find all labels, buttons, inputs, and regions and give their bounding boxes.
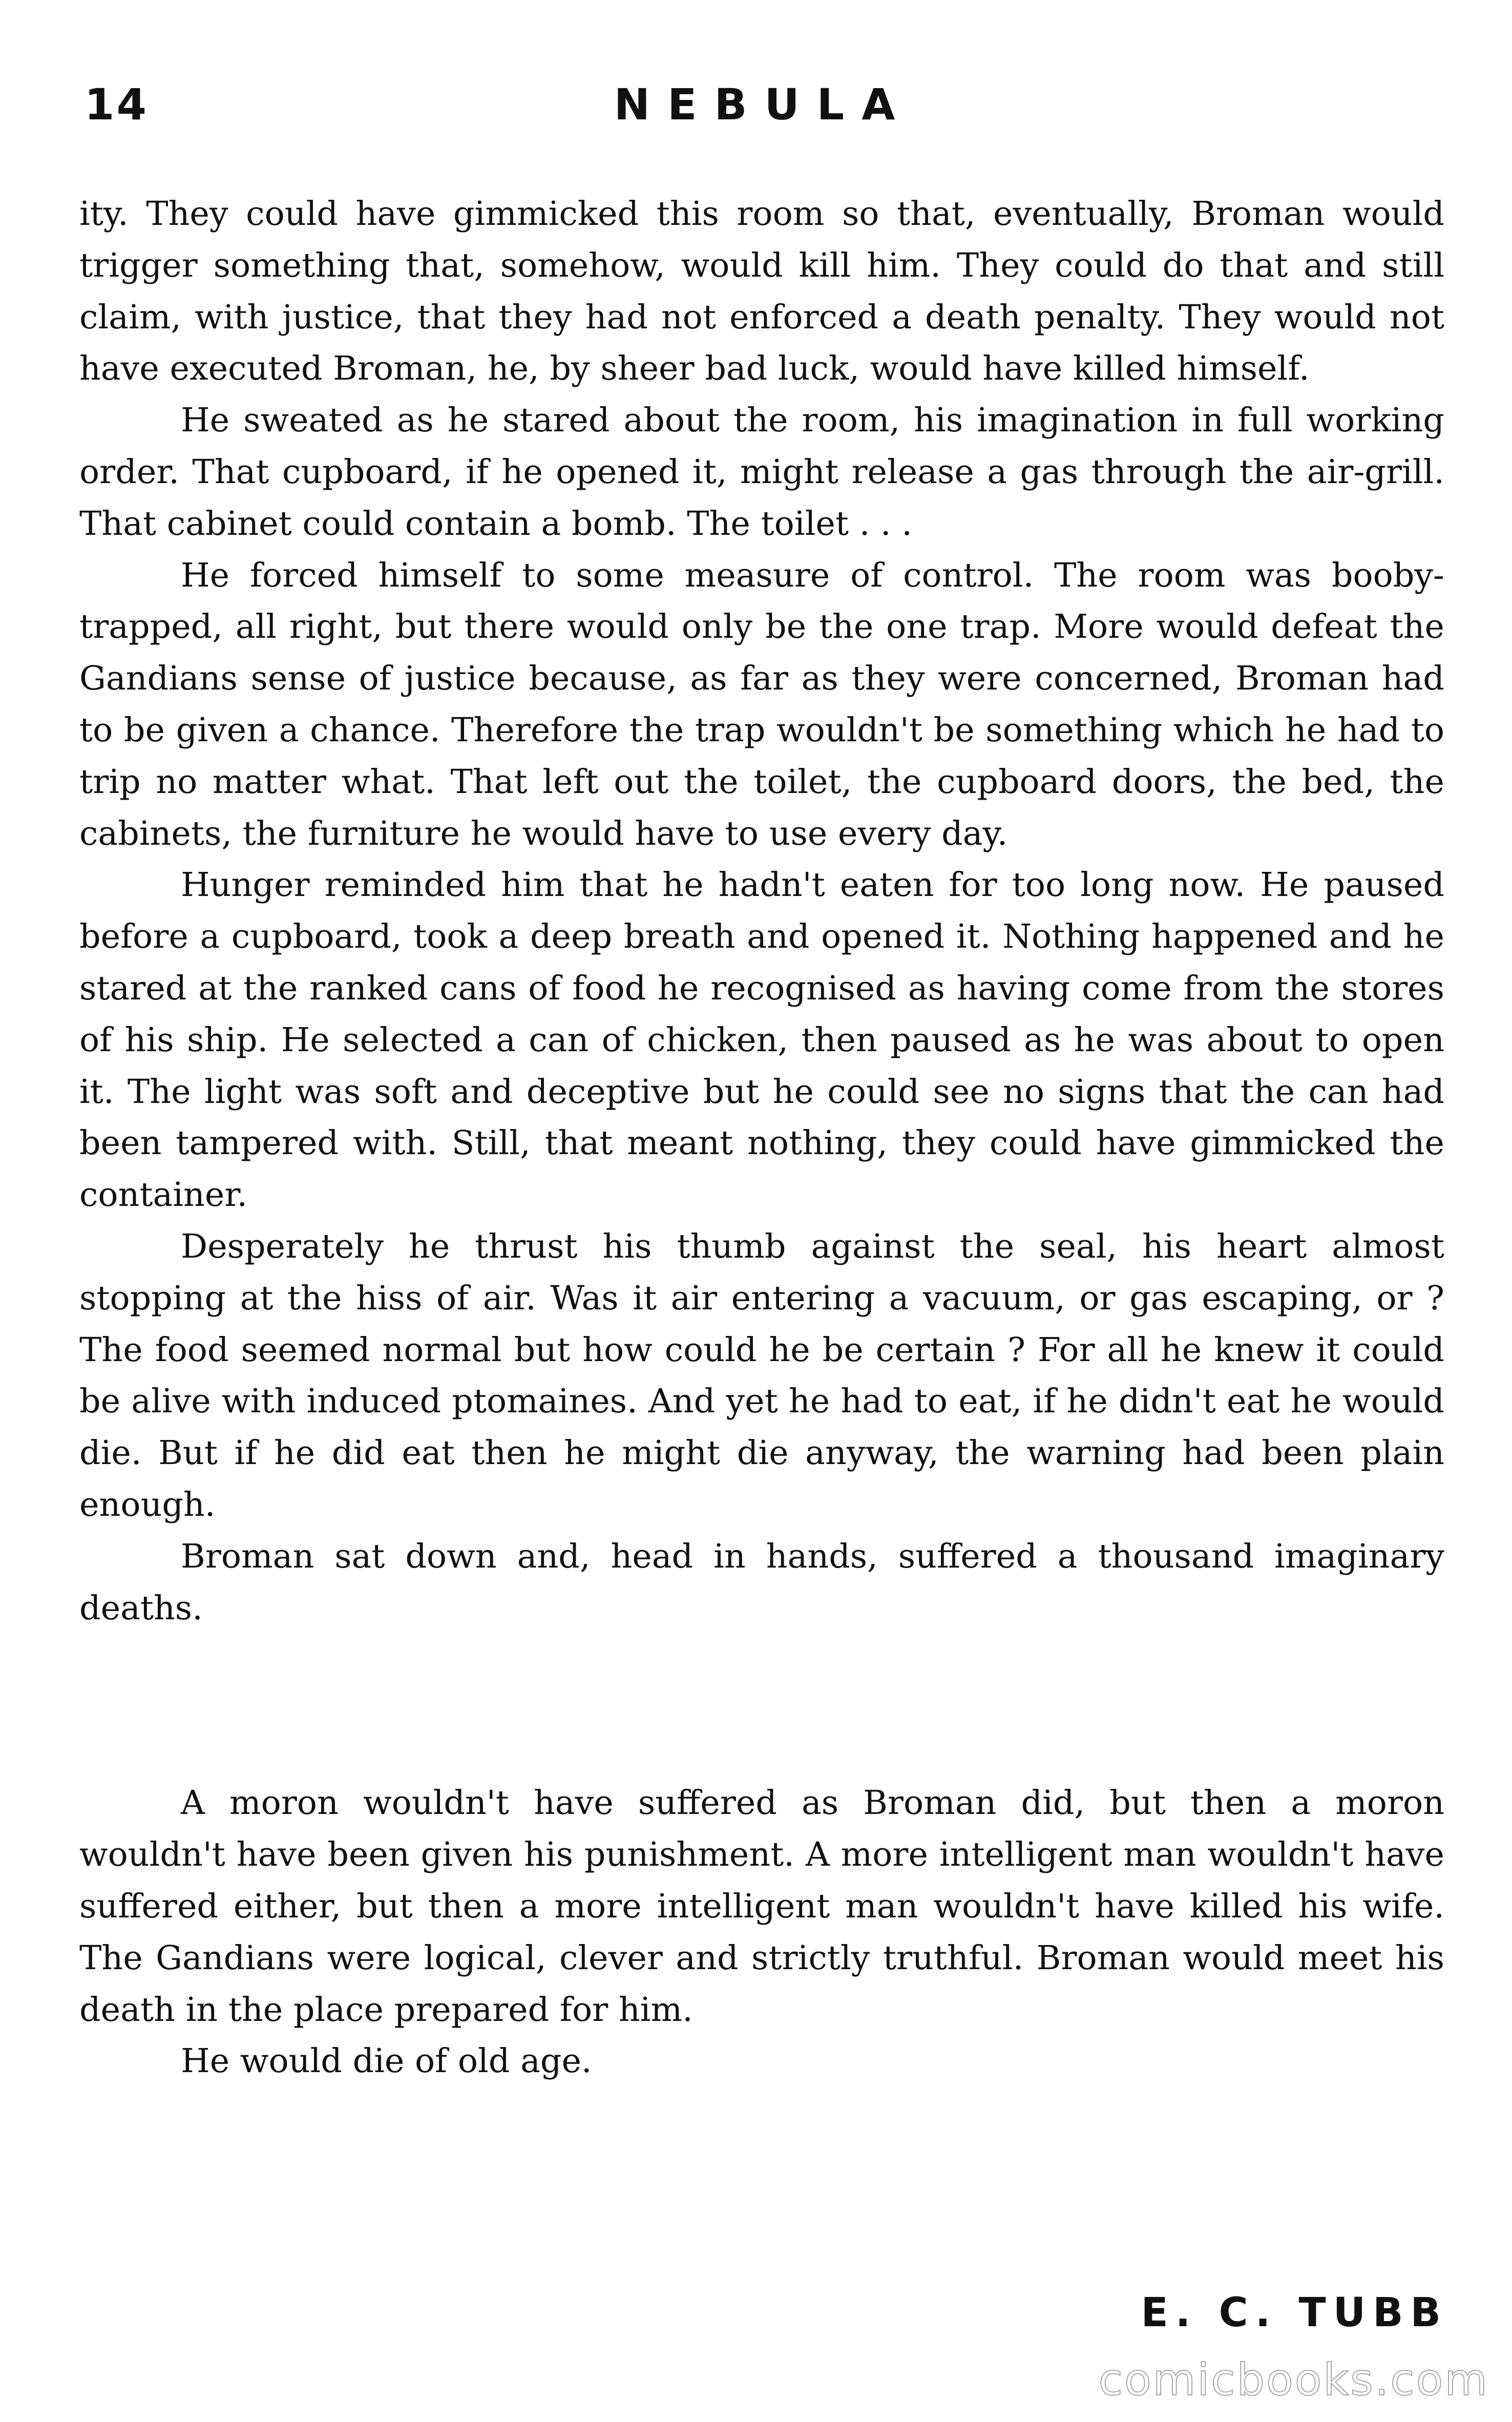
page-number: 14	[85, 79, 149, 130]
paragraph: A moron wouldn't have suffered as Broman did, but then a moron wouldn't have been given his punishment. A more intelligent man wouldn't have suffered either, but then a more intelligent man wouldn't have killed his wife. The Gandians were logical, clever and strictly truthful. Broman would meet his death in the place prepared for him.	[79, 1784, 1444, 2029]
running-head	[77, 79, 1450, 141]
paragraph: Desperately he thrust his thumb against the seal, his heart almost stopping at the hiss of air. Was it air entering a vacuum, or gas escaping, or ? The food seemed normal but how could he be certain ? For all he knew it could be alive with induced ptomaines. And yet he had to eat, if he didn't eat he would die. But if he did eat then he might die anyway, the warning had been plain enough.	[79, 1227, 1444, 1524]
author-byline: E. C. TUBB	[1141, 2290, 1448, 2336]
section-break	[79, 1634, 1444, 1778]
watermark: comicbooks.com	[1098, 2354, 1489, 2406]
paragraph: Hunger reminded him that he hadn't eaten for too long now. He paused before a cupboard, took a deep breath and opened it. Nothing happened and he stared at the ranked cans of food he recognised as having come from the stores of his ship. He selected a can of chicken, then paused as he was about to open it. The light was soft and deceptive but he could see no signs that the can had been tampered with. Still, that meant nothing, they could have gimmicked the container.	[79, 866, 1444, 1215]
paragraph: He forced himself to some measure of control. The room was booby-trapped, all right, but there would only be the one trap. More would defeat the Gandians sense of justice because, as far as they were concerned, Broman had to be given a chance. Therefore the trap wouldn't be something which he had to trip no matter what. That left out the toilet, the cupboard doors, the bed, the cabinets, the furniture he would have to use every day.	[79, 556, 1444, 853]
story-text	[79, 189, 1444, 2087]
paragraph: He sweated as he stared about the room, his imagination in full working order. That cupboard, if he opened it, might release a gas through the air-grill. That cabinet could contain a bomb. The toilet . . .	[79, 401, 1444, 543]
journal-title: NEBULA	[614, 79, 913, 130]
paragraph-continued: ity. They could have gimmicked this room so that, eventually, Broman would trigger something that, somehow, would kill him. They could do that and still claim, with justice, that they had not enforced a death penalty. They would not have executed Broman, he, by sheer bad luck, would have killed himself.	[79, 195, 1444, 388]
paragraph: Broman sat down and, head in hands, suffered a thousand imaginary deaths.	[79, 1537, 1444, 1627]
closing-line: He would die of old age.	[181, 2042, 592, 2081]
